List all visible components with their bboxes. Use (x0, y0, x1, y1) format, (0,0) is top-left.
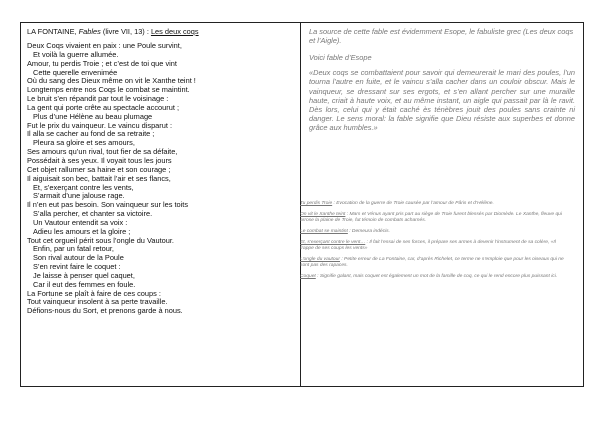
poem-line: Possédait à ses yeux. Il voyait tous les jours (27, 155, 172, 165)
poem-line: Fut le prix du vainqueur. Le vaincu disparut : (27, 120, 173, 130)
poem-line: S’armait d’une jalouse rage. (33, 191, 125, 201)
poem-line: S’en revint faire le coquet : (33, 262, 121, 272)
note-term: Coquet (300, 274, 316, 280)
note-item (300, 257, 570, 270)
poem-line: Un Vautour entendit sa voix : (33, 217, 128, 227)
poem-line: Cette querelle envenimée (33, 67, 118, 77)
note-term: Tu perdis Troie (300, 201, 333, 206)
note-item (300, 274, 570, 280)
note-term: L’ongle du vautour (300, 257, 340, 263)
note-item (300, 212, 570, 225)
note-item (300, 229, 570, 235)
poem-line: Ses amours qu’un rival, tout fier de sa défaite, (27, 147, 178, 157)
note-item (300, 201, 570, 207)
poem-line: Il alla se cacher au fond de sa retraite ; (27, 129, 155, 139)
note-text: : Demeura indécis. (349, 229, 390, 235)
poem-line: Cet objet rallumer sa haine et son courage ; (27, 164, 171, 174)
poem-line: Plus d’une Hélène au beau plumage (33, 111, 153, 121)
poem-line: La Fortune se plaît à faire de ces coups : (27, 288, 161, 298)
poem-line: Tout cet orgueil périt sous l’ongle du Vautour. (27, 235, 174, 245)
note-item (300, 240, 570, 253)
fable-title: Les deux coqs (150, 27, 199, 36)
source-intro: La source de cette fable est évidemment Esope, le fabuliste grec (Les deux coqs et l’Aigle). (309, 27, 574, 46)
poem-line: Le bruit s’en répandit par tout le voisinage : (27, 94, 169, 104)
poem-line: Défions-nous du Sort, et prenons garde à nous. (27, 306, 183, 316)
poem-line: Il n’en eut pas besoin. Son vainqueur sur les toits (27, 200, 189, 210)
poem-line: Pleura sa gloire et ses amours, (33, 138, 135, 148)
note-text: : Evocation de la guerre de Troie causée par l’amour de Pâris et d’Hélène. (333, 201, 494, 206)
poem-line: Adieu les amours et la gloire ; (33, 226, 131, 236)
poem-line: Je laisse à penser quel caquet, (33, 270, 135, 280)
poem-line: Tout vainqueur insolent à sa perte travaille. (27, 297, 168, 307)
author-name: LA FONTAINE, (27, 27, 77, 36)
poem-line: Deux Coqs vivaient en paix : une Poule survint, (27, 41, 182, 50)
poem-line: Et, s’exerçant contre les vents, (33, 182, 134, 192)
esope-quote: «Deux coqs se combattaient pour savoir qui demeurerait le mari des poules, l’un tourna l’autre en fuite, et le vaincu s’alla cacher dans un couloir obscur. Mais le vainqueur, se dressant sur ses ergots, et s’en allant percher sur une muraille haute, criait à haute voix, et au même instant, un aigle qui passait par là le ravit. Dès lors, celui qui y était caché ès ténèbres jouit des poules sans crainte ni danger. Le sens moral: la fable signifie que Dieu résiste aux superbes et donne grâce aux humbles.» (309, 68, 575, 133)
poem-line: Car il eut des femmes en foule. (33, 279, 136, 289)
note-text: : Il fait l’essai de ses forces, il prépare ses armes à devenir l’instrument de sa colère, «Il frappe de ses coups les vents» (300, 239, 556, 252)
book-reference: (livre VII, 13) : (102, 27, 149, 36)
poem-column (21, 23, 301, 386)
note-term: Et, s’exerçant contre le vent… (300, 239, 366, 245)
poem-text (27, 42, 294, 316)
notes-section (300, 201, 570, 285)
poem-line: Son rival autour de la Poule (33, 253, 124, 263)
poem-line: Il aiguisait son bec, battait l’air et ses flancs, (27, 173, 171, 183)
note-term: Le combat se maintint (300, 229, 348, 235)
fable-header (27, 27, 294, 36)
book-name: Fables (78, 27, 101, 36)
poem-line: Longtemps entre nos Coqs le combat se maintint. (27, 85, 190, 95)
poem-line: S’alla percher, et chanter sa victoire. (33, 209, 153, 219)
poem-line: Enfin, par un fatal retour, (33, 244, 114, 254)
note-text: : Petite erreur de La Fontaine, car, d’après Richelet, ce terme ne s’emploie que pour les oiseaux qui ne sont pas des rapaces. (300, 257, 564, 269)
esope-heading: Voici fable d’Esope (309, 53, 372, 63)
poem-line: Amour, tu perdis Troie ; et c’est de toi que vint (27, 58, 177, 68)
poem-line: Et voilà la guerre allumée. (33, 49, 119, 59)
note-text: : Signifie galant, mais coquet est également un mot de la famille de coq, ce qui le rend encore plus puissant ici. (317, 274, 558, 280)
note-text: : Mars et Vénus ayant pris part au siège de Troie furent blessés par Diomède. Le Xanthe, fleuve qui arrose la plaine de Troie, fut témoin de combats acharnés. (300, 211, 562, 224)
poem-line: Où du sang des Dieux même on vit le Xanthe teint ! (27, 76, 196, 86)
note-term: On vit le Xanthe teint (300, 211, 346, 217)
poem-line: La gent qui porte crête au spectacle accourut ; (27, 102, 180, 112)
